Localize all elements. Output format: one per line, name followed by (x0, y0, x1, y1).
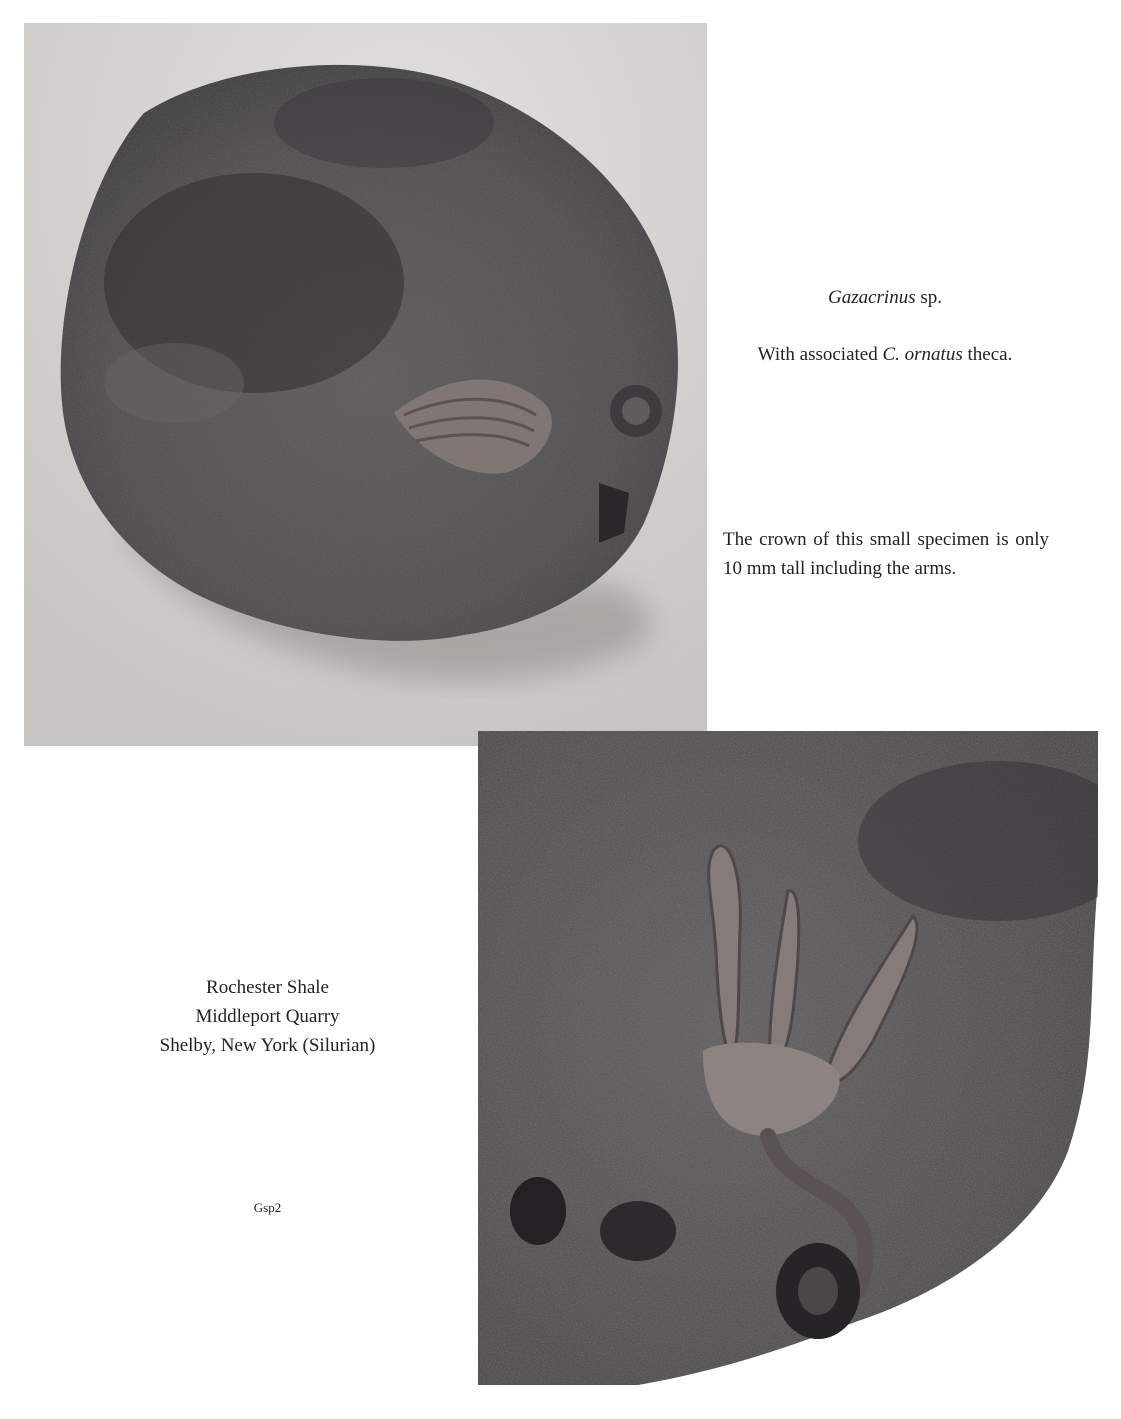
species-suffix: sp. (915, 287, 943, 308)
assoc-prefix: With associated (757, 344, 883, 365)
species-name (710, 283, 1060, 312)
assoc-suffix: theca. (962, 344, 1013, 365)
quarry-line: Middleport Quarry (195, 1006, 340, 1027)
specimen-photo-closeup (478, 731, 1098, 1385)
assoc-species-name: C. ornatus (882, 344, 963, 365)
size-note: The crown of this small specimen is only 10 mm tall including the arms. (723, 529, 1049, 579)
specimen-closeup-image (478, 731, 1098, 1385)
genus-name: Gazacrinus (827, 287, 916, 308)
specimen-rock-top-image (24, 23, 707, 746)
place-period-line: Shelby, New York (Silurian) (159, 1035, 376, 1056)
catalog-number: Gsp2 (253, 1200, 282, 1215)
associated-species-line (710, 340, 1060, 369)
formation-line: Rochester Shale (206, 977, 329, 998)
locality-block (60, 973, 475, 1060)
specimen-photo-top (24, 23, 707, 746)
